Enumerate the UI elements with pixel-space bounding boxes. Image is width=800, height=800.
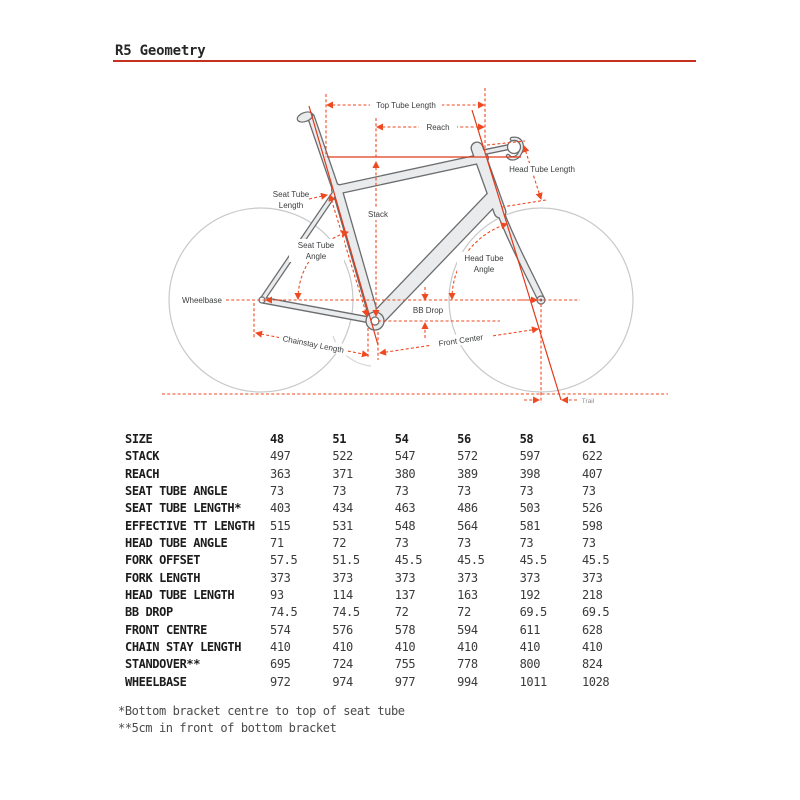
table-cell: 611 <box>519 622 541 637</box>
table-cell: 45.5 <box>581 553 610 568</box>
table-cell: 72 <box>457 605 471 620</box>
head-tube-angle-label-1: Head Tube <box>464 254 504 263</box>
table-row-label: HEAD TUBE LENGTH <box>125 588 235 603</box>
table-cell: 73 <box>332 484 347 499</box>
table-cell: 45.5 <box>394 553 423 568</box>
table-cell: 45.5 <box>457 553 485 568</box>
table-cell: 72 <box>332 536 347 551</box>
table-cell: 778 <box>457 657 478 672</box>
table-cell: 578 <box>394 622 416 637</box>
table-cell: 73 <box>519 484 534 499</box>
table-cell: 597 <box>519 449 541 464</box>
table-cell: 373 <box>457 570 478 585</box>
table-row-label: REACH <box>125 466 160 481</box>
table-cell: 410 <box>332 640 353 655</box>
table-cell: 434 <box>332 501 353 516</box>
table-cell: 73 <box>270 484 284 499</box>
table-cell: 972 <box>270 674 291 689</box>
table-cell: 72 <box>394 605 409 620</box>
table-cell: 69.5 <box>519 605 547 620</box>
table-cell: 371 <box>332 466 353 481</box>
table-row-label: FORK OFFSET <box>125 553 201 568</box>
table-cell: 163 <box>457 588 478 603</box>
table-cell: 380 <box>394 466 416 481</box>
chainstay-length-label: Chainstay Length <box>281 334 345 355</box>
table-header-col: 58 <box>519 432 534 446</box>
table-cell: 522 <box>332 449 353 464</box>
head-tube-length-label: Head Tube Length <box>509 165 575 174</box>
wheelbase-label: Wheelbase <box>181 296 222 305</box>
table-header-col: 48 <box>270 432 284 446</box>
table-cell: 73 <box>394 484 409 499</box>
table-cell: 73 <box>581 484 596 499</box>
table-cell: 73 <box>457 484 471 499</box>
table-cell: 576 <box>332 622 353 637</box>
seat-tube-length-label-1: Seat Tube <box>272 190 310 199</box>
table-cell: 497 <box>270 449 291 464</box>
table-cell: 695 <box>270 657 291 672</box>
table-cell: 407 <box>581 466 603 481</box>
front-center-label: Front Center <box>437 332 484 349</box>
table-cell: 71 <box>270 536 284 551</box>
table-cell: 51.5 <box>332 553 360 568</box>
table-cell: 755 <box>394 657 416 672</box>
table-cell: 410 <box>270 640 291 655</box>
table-cell: 373 <box>394 570 416 585</box>
table-cell: 1011 <box>519 674 547 689</box>
table-cell: 45.5 <box>519 553 547 568</box>
table-cell: 389 <box>457 466 478 481</box>
footnote-1: *Bottom bracket centre to top of seat tube <box>118 704 405 718</box>
table-cell: 531 <box>332 518 353 533</box>
table-cell: 69.5 <box>581 605 610 620</box>
table-cell: 974 <box>332 674 353 689</box>
table-row-label: SEAT TUBE ANGLE <box>125 484 228 499</box>
geometry-table <box>125 431 644 691</box>
table-row-label: STACK <box>125 449 160 464</box>
table-header-col: 61 <box>581 432 596 446</box>
table-row-label: SEAT TUBE LENGTH* <box>125 501 242 516</box>
table-cell: 628 <box>581 622 603 637</box>
table-cell: 564 <box>457 518 478 533</box>
table-row-label: FORK LENGTH <box>125 570 201 585</box>
seat-tube-angle-label-1: Seat Tube <box>297 241 335 250</box>
table-cell: 463 <box>394 501 416 516</box>
table-cell: 114 <box>332 588 353 603</box>
table-cell: 137 <box>394 588 416 603</box>
table-cell: 824 <box>581 657 603 672</box>
seat-tube-angle-label-2: Angle <box>305 252 327 261</box>
footnotes <box>118 703 405 737</box>
dimension-lines <box>162 88 668 403</box>
table-cell: 800 <box>519 657 541 672</box>
table-cell: 93 <box>270 588 284 603</box>
table-cell: 410 <box>581 640 603 655</box>
table-header-col: 54 <box>394 432 409 446</box>
table-cell: 548 <box>394 518 416 533</box>
table-cell: 594 <box>457 622 478 637</box>
table-row-label: STANDOVER** <box>125 657 201 672</box>
table-cell: 410 <box>394 640 416 655</box>
footnote-2: **5cm in front of bottom bracket <box>118 721 337 735</box>
table-cell: 581 <box>519 518 541 533</box>
table-cell: 363 <box>270 466 291 481</box>
table-row-label: EFFECTIVE TT LENGTH <box>125 518 255 533</box>
table-cell: 503 <box>519 501 541 516</box>
table-row-label: HEAD TUBE ANGLE <box>125 536 228 551</box>
reach-label: Reach <box>426 123 450 132</box>
table-cell: 73 <box>457 536 471 551</box>
table-cell: 486 <box>457 501 478 516</box>
table-cell: 598 <box>581 518 603 533</box>
seat-tube-length-label-2: Length <box>278 201 304 210</box>
table-cell: 572 <box>457 449 478 464</box>
table-cell: 994 <box>457 674 478 689</box>
table-cell: 57.5 <box>270 553 298 568</box>
table-cell: 977 <box>394 674 416 689</box>
table-cell: 398 <box>519 466 541 481</box>
table-row-label: FRONT CENTRE <box>125 622 207 637</box>
table-cell: 574 <box>270 622 291 637</box>
table-cell: 622 <box>581 449 603 464</box>
table-cell: 1028 <box>581 674 610 689</box>
table-row-label: WHEELBASE <box>125 674 187 689</box>
table-cell: 192 <box>519 588 541 603</box>
table-cell: 373 <box>519 570 541 585</box>
table-cell: 410 <box>519 640 541 655</box>
table-cell: 403 <box>270 501 291 516</box>
table-header-col: 51 <box>332 432 347 446</box>
table-cell: 373 <box>581 570 603 585</box>
table-header-size: SIZE <box>125 432 153 446</box>
table-row-label: BB DROP <box>125 605 173 620</box>
trail-label: Trail <box>581 398 595 405</box>
stack-label: Stack <box>367 210 389 219</box>
table-cell: 74.5 <box>270 605 298 620</box>
table-cell: 724 <box>332 657 353 672</box>
table-cell: 373 <box>332 570 353 585</box>
table-cell: 218 <box>581 588 603 603</box>
table-cell: 547 <box>394 449 416 464</box>
table-cell: 73 <box>394 536 409 551</box>
head-tube-angle-label-2: Angle <box>473 265 495 274</box>
bb-drop-label: BB Drop <box>412 306 444 315</box>
page-title: R5 Geometry <box>115 43 206 59</box>
top-tube-length-label: Top Tube Length <box>376 101 436 110</box>
table-row-label: CHAIN STAY LENGTH <box>125 640 242 655</box>
table-cell: 515 <box>270 518 291 533</box>
table-cell: 74.5 <box>332 605 360 620</box>
table-cell: 73 <box>519 536 534 551</box>
table-cell: 410 <box>457 640 478 655</box>
table-cell: 73 <box>581 536 596 551</box>
table-cell: 373 <box>270 570 291 585</box>
table-cell: 526 <box>581 501 603 516</box>
table-header-col: 56 <box>457 432 471 446</box>
